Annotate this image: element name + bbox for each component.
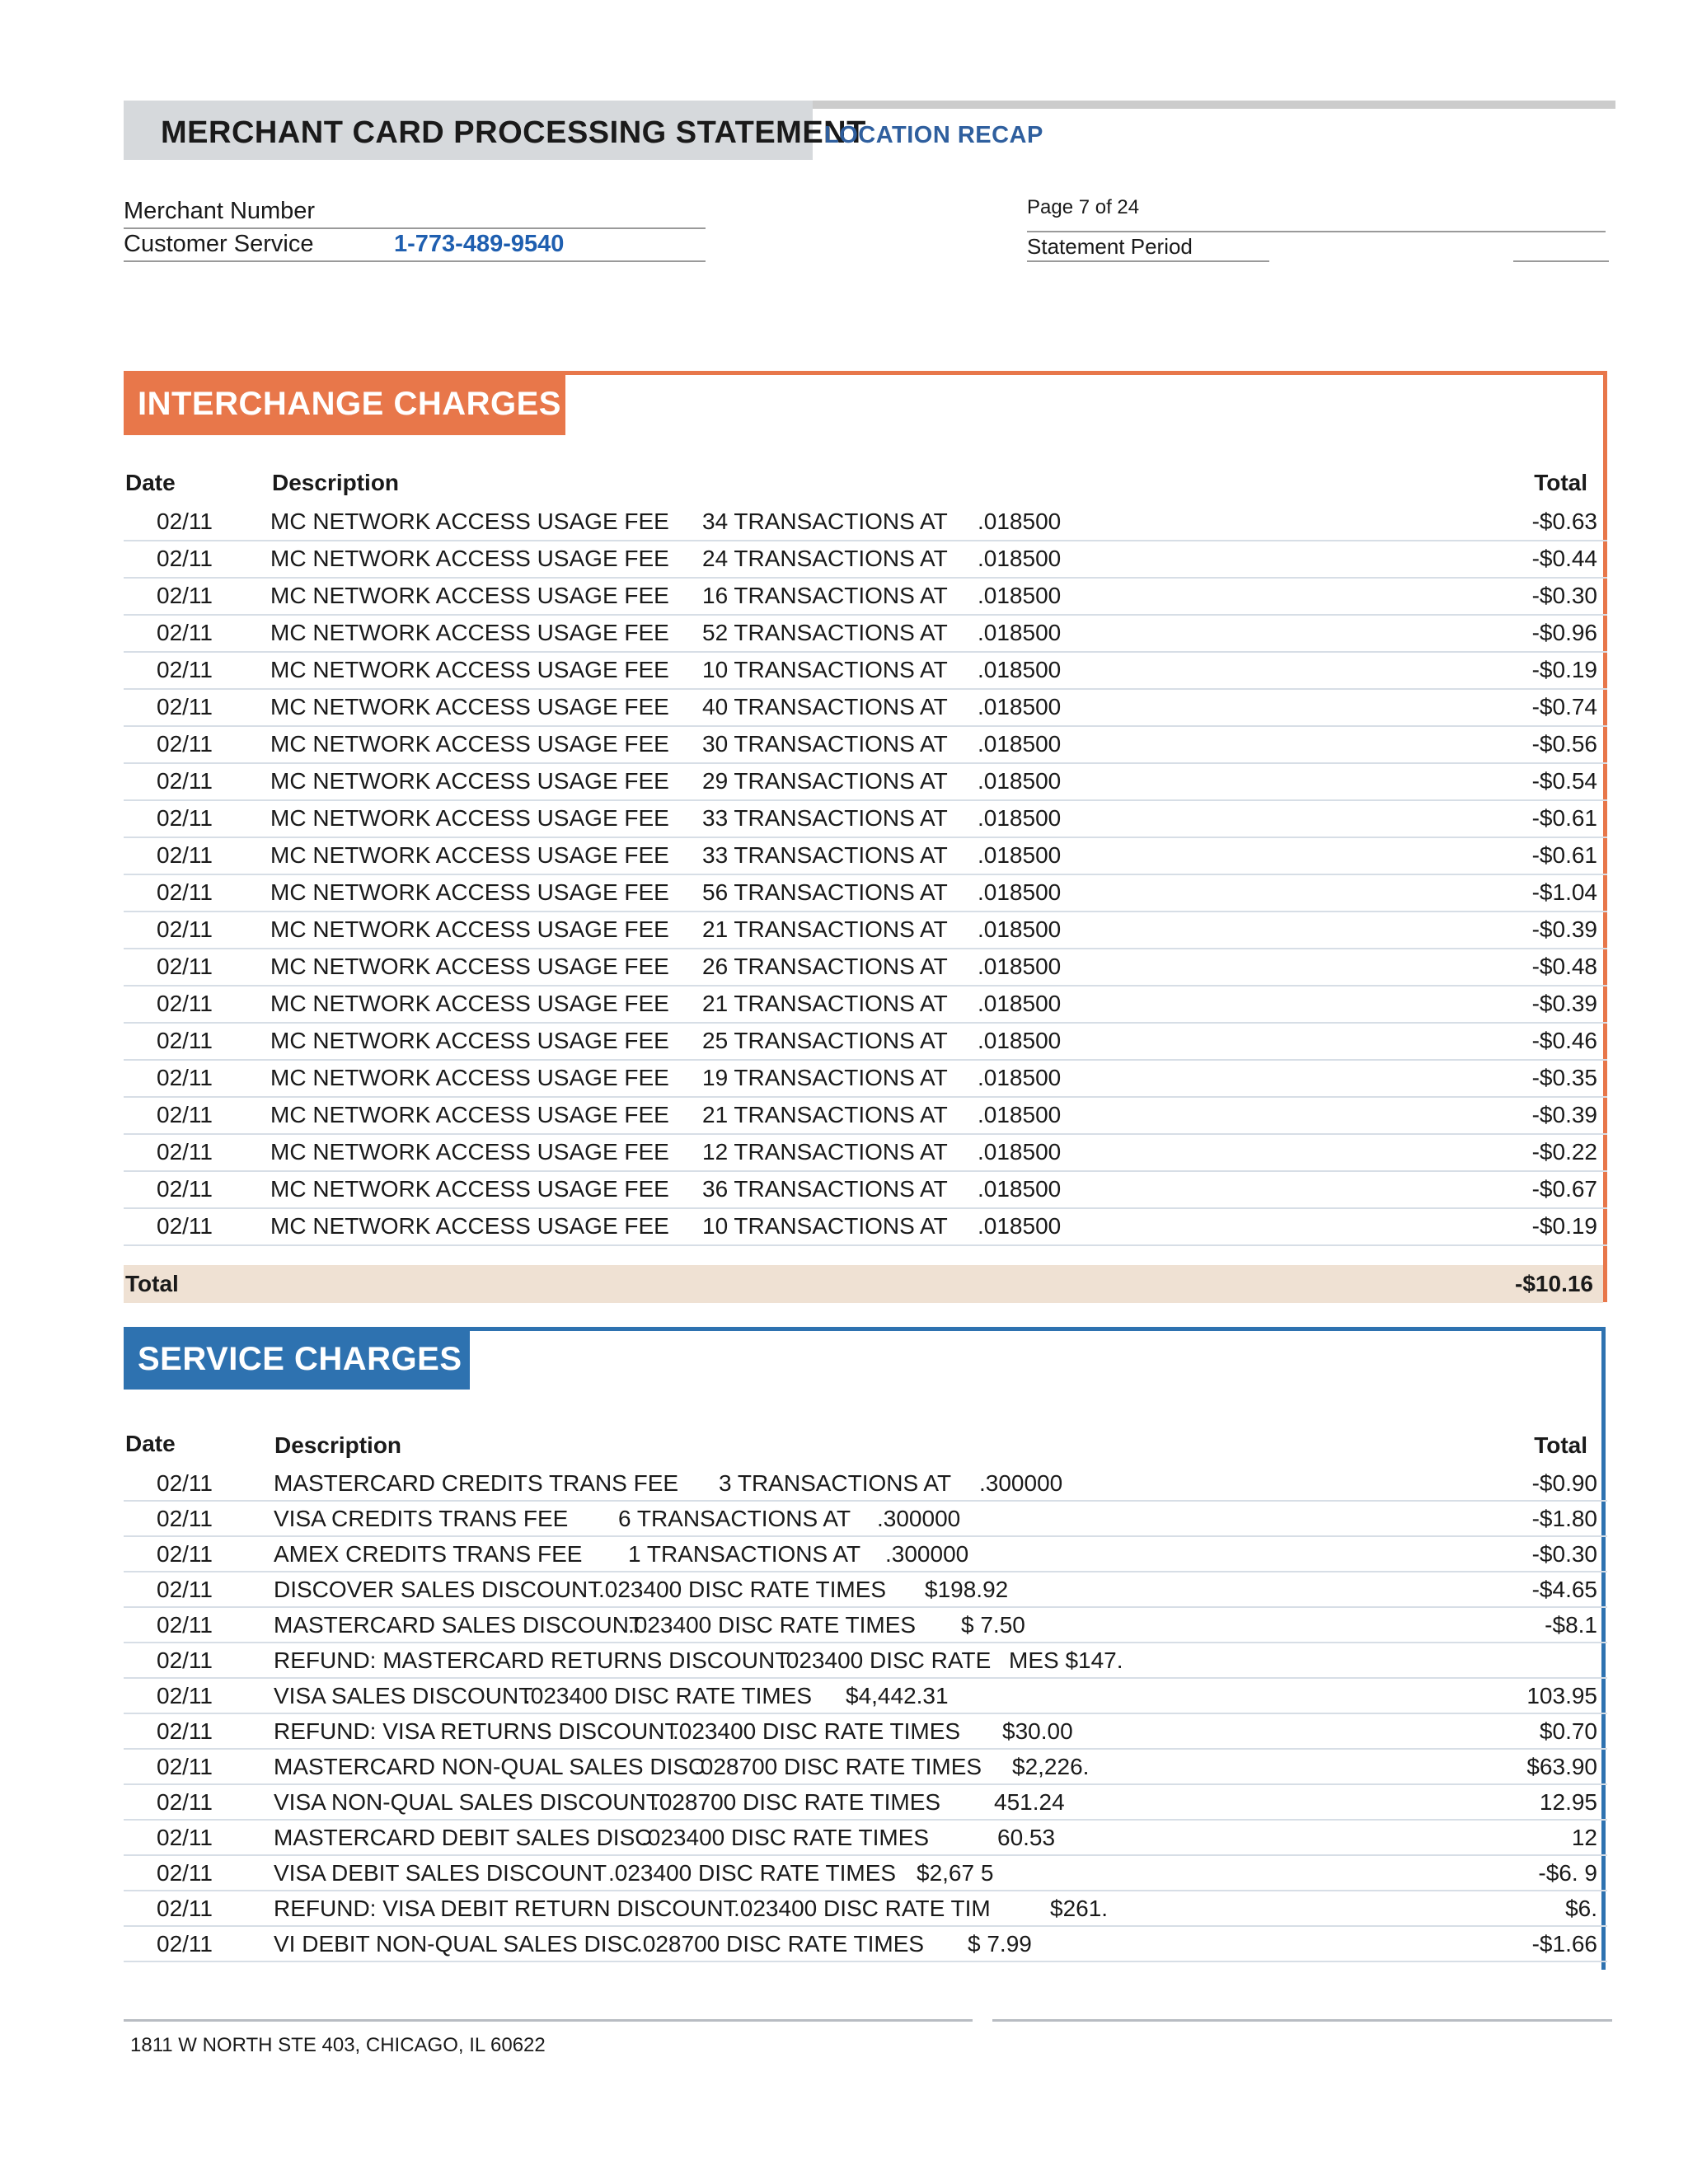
row-total: -$0.96 [1531,620,1597,645]
row-description: MC NETWORK ACCESS USAGE FEE [270,694,669,719]
row-date: 02/11 [157,657,213,682]
row-total: -$0.56 [1531,731,1597,757]
row-total: -$0.35 [1531,1065,1597,1090]
row-count: 34 TRANSACTIONS AT [702,509,948,534]
row-rate: .018500 [978,694,1062,719]
row-date: 02/11 [157,731,213,757]
row-description: REFUND: VISA DEBIT RETURN DISCOUNT [274,1896,738,1921]
row-rate: .018500 [978,879,1062,905]
row-divider [124,1677,1607,1679]
customer-service-phone[interactable]: 1-773-489-9540 [394,231,565,257]
row-total: -$0.30 [1531,583,1597,608]
row-detail: .023400 DISC RATE TIM [734,1896,991,1921]
row-total: -$0.90 [1531,1470,1597,1496]
row-divider [124,577,1607,579]
interchange-date-header: Date [125,470,176,495]
table-row [124,1715,1607,1750]
row-total: -$0.61 [1531,805,1597,831]
row-date: 02/11 [157,1470,213,1496]
row-detail: .028700 DISC RATE TIMES [636,1931,925,1957]
table-row [124,728,1607,764]
row-amount: $2,226. [1012,1754,1090,1779]
row-date: 02/11 [157,1754,213,1779]
row-description: MC NETWORK ACCESS USAGE FEE [270,657,669,682]
row-divider [124,1096,1607,1098]
row-divider [124,874,1607,875]
row-rate: .018500 [978,842,1062,868]
merchant-number-label: Merchant Number [124,198,316,224]
table-row [124,1892,1607,1927]
table-row [124,987,1607,1024]
row-total: 12 [1571,1825,1597,1850]
row-count: 25 TRANSACTIONS AT [702,1028,948,1053]
row-divider [124,1961,1607,1962]
row-description: MC NETWORK ACCESS USAGE FEE [270,1139,669,1165]
row-divider [124,725,1607,727]
row-date: 02/11 [157,620,213,645]
row-description: MASTERCARD DEBIT SALES DISC [274,1825,652,1850]
row-detail: .023400 DISC RATE TIMES [673,1718,961,1744]
interchange-section-title: INTERCHANGE CHARGES [124,373,565,435]
row-total: -$0.39 [1531,916,1597,942]
row-divider [124,1890,1607,1891]
row-description: MASTERCARD NON-QUAL SALES DISC [274,1754,706,1779]
table-row [124,1786,1607,1821]
row-description: MC NETWORK ACCESS USAGE FEE [270,879,669,905]
row-rate: .018500 [978,805,1062,831]
row-rate: .018500 [978,954,1062,979]
table-row [124,1210,1607,1246]
table-row [124,1609,1607,1643]
row-total: $6. [1565,1896,1597,1921]
row-total: $63.90 [1526,1754,1597,1779]
row-date: 02/11 [157,509,213,534]
table-row [124,654,1607,690]
row-count: 52 TRANSACTIONS AT [702,620,948,645]
row-date: 02/11 [157,694,213,719]
row-divider [124,614,1607,616]
row-count: 33 TRANSACTIONS AT [702,842,948,868]
row-amount: 451.24 [994,1789,1065,1815]
row-date: 02/11 [157,1931,213,1957]
row-count: 10 TRANSACTIONS AT [702,657,948,682]
interchange-total-band [124,1265,1603,1303]
table-row [124,950,1607,987]
row-count: 24 TRANSACTIONS AT [702,546,948,571]
row-total: -$0.30 [1531,1541,1597,1567]
row-count: 56 TRANSACTIONS AT [702,879,948,905]
row-description: MC NETWORK ACCESS USAGE FEE [270,1213,669,1239]
row-count: 26 TRANSACTIONS AT [702,954,948,979]
row-description: MC NETWORK ACCESS USAGE FEE [270,583,669,608]
table-row [124,1024,1607,1061]
row-total: $0.70 [1539,1718,1597,1744]
interchange-total-label: Total [125,1271,179,1296]
row-rate: .018500 [978,731,1062,757]
row-detail: 6 TRANSACTIONS AT [618,1506,851,1531]
row-total: -$1.80 [1531,1506,1597,1531]
row-divider [124,1713,1607,1714]
row-rate: .018500 [978,1176,1062,1202]
row-detail: .028700 DISC RATE TIMES [694,1754,982,1779]
row-description: AMEX CREDITS TRANS FEE [274,1541,583,1567]
row-detail: .023400 DISC RATE TIMES [524,1683,813,1708]
row-count: 21 TRANSACTIONS AT [702,991,948,1016]
row-date: 02/11 [157,1683,213,1708]
row-divider [124,1606,1607,1608]
service-description-header: Description [274,1432,402,1458]
row-description: MC NETWORK ACCESS USAGE FEE [270,731,669,757]
row-description: MC NETWORK ACCESS USAGE FEE [270,1102,669,1127]
row-divider [124,799,1607,801]
table-row [124,913,1607,949]
row-description: VISA SALES DISCOUNT [274,1683,533,1708]
row-description: VISA CREDITS TRANS FEE [274,1506,569,1531]
page-rule [1027,231,1606,232]
page-indicator: Page 7 of 24 [1027,196,1140,218]
row-total: -$1.66 [1531,1931,1597,1957]
statement-title: MERCHANT CARD PROCESSING STATEMENT [161,115,866,150]
row-description: MC NETWORK ACCESS USAGE FEE [270,620,669,645]
service-section-title: SERVICE CHARGES [124,1329,470,1390]
row-date: 02/11 [157,583,213,608]
table-row [124,876,1607,912]
row-rate: .018500 [978,657,1062,682]
row-divider [124,1133,1607,1135]
table-row [124,1173,1607,1209]
customer-service-label: Customer Service [124,231,314,257]
service-total-header: Total [1534,1432,1587,1458]
table-row [124,1467,1607,1502]
row-divider [124,762,1607,764]
row-total: -$1.04 [1531,879,1597,905]
row-description: MC NETWORK ACCESS USAGE FEE [270,768,669,794]
row-total: -$0.54 [1531,768,1597,794]
row-divider [124,1748,1607,1750]
row-amount: $198.92 [925,1577,1009,1602]
row-detail: 1 TRANSACTIONS AT [628,1541,861,1567]
row-total: -$0.44 [1531,546,1597,571]
row-divider [124,1819,1607,1821]
row-total: -$0.19 [1531,657,1597,682]
row-total: -$4.65 [1531,1577,1597,1602]
row-description: REFUND: MASTERCARD RETURNS DISCOUNT [274,1647,790,1673]
row-total: -$0.48 [1531,954,1597,979]
table-row [124,802,1607,838]
table-row [124,1136,1607,1172]
row-amount: $261. [1050,1896,1109,1921]
table-row [124,1644,1607,1679]
row-description: MC NETWORK ACCESS USAGE FEE [270,991,669,1016]
row-divider [124,540,1607,541]
row-total: -$0.39 [1531,1102,1597,1127]
row-detail: 3 TRANSACTIONS AT [719,1470,952,1496]
row-divider [124,1854,1607,1856]
row-description: REFUND: VISA RETURNS DISCOUNT [274,1718,679,1744]
table-row [124,1857,1607,1891]
row-date: 02/11 [157,1577,213,1602]
row-description: DISCOVER SALES DISCOUNT [274,1577,603,1602]
customer-service-rule [124,260,706,262]
row-divider [124,1535,1607,1537]
row-count: 33 TRANSACTIONS AT [702,805,948,831]
row-date: 02/11 [157,1860,213,1886]
row-date: 02/11 [157,1506,213,1531]
row-divider [124,948,1607,949]
row-rate: .018500 [978,546,1062,571]
row-divider [124,688,1607,690]
row-date: 02/11 [157,1612,213,1638]
row-amount: $ 7.50 [961,1612,1025,1638]
row-date: 02/11 [157,1647,213,1673]
interchange-description-header: Description [272,470,400,495]
table-row [124,1502,1607,1537]
row-total: -$0.46 [1531,1028,1597,1053]
row-count: 30 TRANSACTIONS AT [702,731,948,757]
row-count: 12 TRANSACTIONS AT [702,1139,948,1165]
row-divider [124,1207,1607,1209]
row-description: MC NETWORK ACCESS USAGE FEE [270,1176,669,1202]
row-date: 02/11 [157,842,213,868]
table-row [124,839,1607,875]
row-total: -$0.74 [1531,694,1597,719]
footer-rule-left [124,2019,973,2022]
footer-address: 1811 W NORTH STE 403, CHICAGO, IL 60622 [130,2034,546,2056]
row-amount: .300000 [979,1470,1063,1496]
table-row [124,691,1607,727]
row-total: -$0.19 [1531,1213,1597,1239]
row-date: 02/11 [157,1028,213,1053]
row-description: VISA DEBIT SALES DISCOUNT [274,1860,607,1886]
row-amount: $30.00 [1002,1718,1073,1744]
row-description: MC NETWORK ACCESS USAGE FEE [270,1028,669,1053]
row-count: 40 TRANSACTIONS AT [702,694,948,719]
table-row [124,579,1607,616]
row-description: MC NETWORK ACCESS USAGE FEE [270,954,669,979]
row-count: 16 TRANSACTIONS AT [702,583,948,608]
row-divider [124,1022,1607,1024]
row-divider [124,1059,1607,1061]
row-divider [124,1925,1607,1927]
row-date: 02/11 [157,1541,213,1567]
table-row [124,505,1607,541]
row-rate: .018500 [978,916,1062,942]
row-amount: .300000 [877,1506,961,1531]
row-rate: .018500 [978,1102,1062,1127]
row-rate: .018500 [978,991,1062,1016]
row-detail: .023400 DISC RATE TIMES [598,1577,887,1602]
row-date: 02/11 [157,1139,213,1165]
row-divider [124,651,1607,653]
row-total: -$0.61 [1531,842,1597,868]
location-recap-label: LOCATION RECAP [824,122,1043,148]
row-date: 02/11 [157,879,213,905]
row-total: 12.95 [1539,1789,1597,1815]
row-count: 10 TRANSACTIONS AT [702,1213,948,1239]
row-date: 02/11 [157,1176,213,1202]
row-divider [124,985,1607,987]
row-description: MC NETWORK ACCESS USAGE FEE [270,509,669,534]
table-row [124,1099,1607,1135]
table-row [124,616,1607,653]
merchant-number-rule [124,227,706,229]
row-detail: .028700 DISC RATE TIMES [653,1789,941,1815]
row-date: 02/11 [157,916,213,942]
table-row [124,1680,1607,1714]
table-row [124,1538,1607,1572]
row-date: 02/11 [157,805,213,831]
row-rate: .018500 [978,1139,1062,1165]
row-date: 02/11 [157,1718,213,1744]
row-rate: .018500 [978,1028,1062,1053]
row-count: 19 TRANSACTIONS AT [702,1065,948,1090]
row-description: MC NETWORK ACCESS USAGE FEE [270,546,669,571]
row-divider [124,1642,1607,1643]
row-count: 36 TRANSACTIONS AT [702,1176,948,1202]
row-date: 02/11 [157,954,213,979]
table-row [124,1573,1607,1608]
row-amount: $2,67 5 [917,1860,994,1886]
row-total: -$0.39 [1531,991,1597,1016]
table-row [124,542,1607,579]
row-date: 02/11 [157,1825,213,1850]
row-description: MC NETWORK ACCESS USAGE FEE [270,842,669,868]
row-amount: .300000 [885,1541,969,1567]
row-detail: .023400 DISC RATE TIMES [608,1860,897,1886]
row-date: 02/11 [157,546,213,571]
row-rate: .018500 [978,583,1062,608]
row-divider [124,837,1607,838]
row-description: MC NETWORK ACCESS USAGE FEE [270,1065,669,1090]
row-detail: .023400 DISC RATE TIMES [641,1825,930,1850]
row-count: 21 TRANSACTIONS AT [702,916,948,942]
row-amount: $ 7.99 [968,1931,1032,1957]
row-description: MASTERCARD SALES DISCOUNT [274,1612,644,1638]
row-rate: .018500 [978,620,1062,645]
row-date: 02/11 [157,1789,213,1815]
row-description: MC NETWORK ACCESS USAGE FEE [270,916,669,942]
row-divider [124,1783,1607,1785]
statement-period-rule-end [1513,260,1609,262]
row-amount: $4,442.31 [846,1683,949,1708]
row-rate: .018500 [978,768,1062,794]
statement-period-label: Statement Period [1027,234,1193,259]
row-detail: .023400 DISC RATE TIMES [628,1612,917,1638]
row-rate: .018500 [978,1213,1062,1239]
row-amount: 60.53 [997,1825,1056,1850]
table-row [124,1750,1607,1785]
row-total: -$8.1 [1545,1612,1597,1638]
row-description: VI DEBIT NON-QUAL SALES DISC [274,1931,640,1957]
row-description: MC NETWORK ACCESS USAGE FEE [270,805,669,831]
row-date: 02/11 [157,1102,213,1127]
row-date: 02/11 [157,1065,213,1090]
service-date-header: Date [125,1431,176,1456]
row-divider [124,1244,1607,1246]
row-description: MASTERCARD CREDITS TRANS FEE [274,1470,679,1496]
row-date: 02/11 [157,768,213,794]
row-date: 02/11 [157,1896,213,1921]
interchange-total-header: Total [1534,470,1587,495]
row-total: -$0.63 [1531,509,1597,534]
footer-rule-right [992,2019,1612,2022]
row-amount: MES $147. [1009,1647,1123,1673]
row-date: 02/11 [157,1213,213,1239]
row-detail: .023400 DISC RATE [780,1647,992,1673]
row-total: -$0.22 [1531,1139,1597,1165]
row-description: VISA NON-QUAL SALES DISCOUNT [274,1789,660,1815]
row-divider [124,1571,1607,1572]
table-row [124,1928,1607,1962]
table-row [124,765,1607,801]
row-total: -$0.67 [1531,1176,1597,1202]
statement-period-rule [1027,260,1269,262]
table-row [124,1821,1607,1856]
row-divider [124,1500,1607,1502]
row-count: 21 TRANSACTIONS AT [702,1102,948,1127]
interchange-total-value: -$10.16 [1515,1271,1593,1296]
table-row [124,1062,1607,1098]
row-divider [124,1170,1607,1172]
row-date: 02/11 [157,991,213,1016]
row-rate: .018500 [978,1065,1062,1090]
row-count: 29 TRANSACTIONS AT [702,768,948,794]
row-rate: .018500 [978,509,1062,534]
row-total: 103.95 [1526,1683,1597,1708]
row-total: -$6. 9 [1538,1860,1597,1886]
row-divider [124,911,1607,912]
